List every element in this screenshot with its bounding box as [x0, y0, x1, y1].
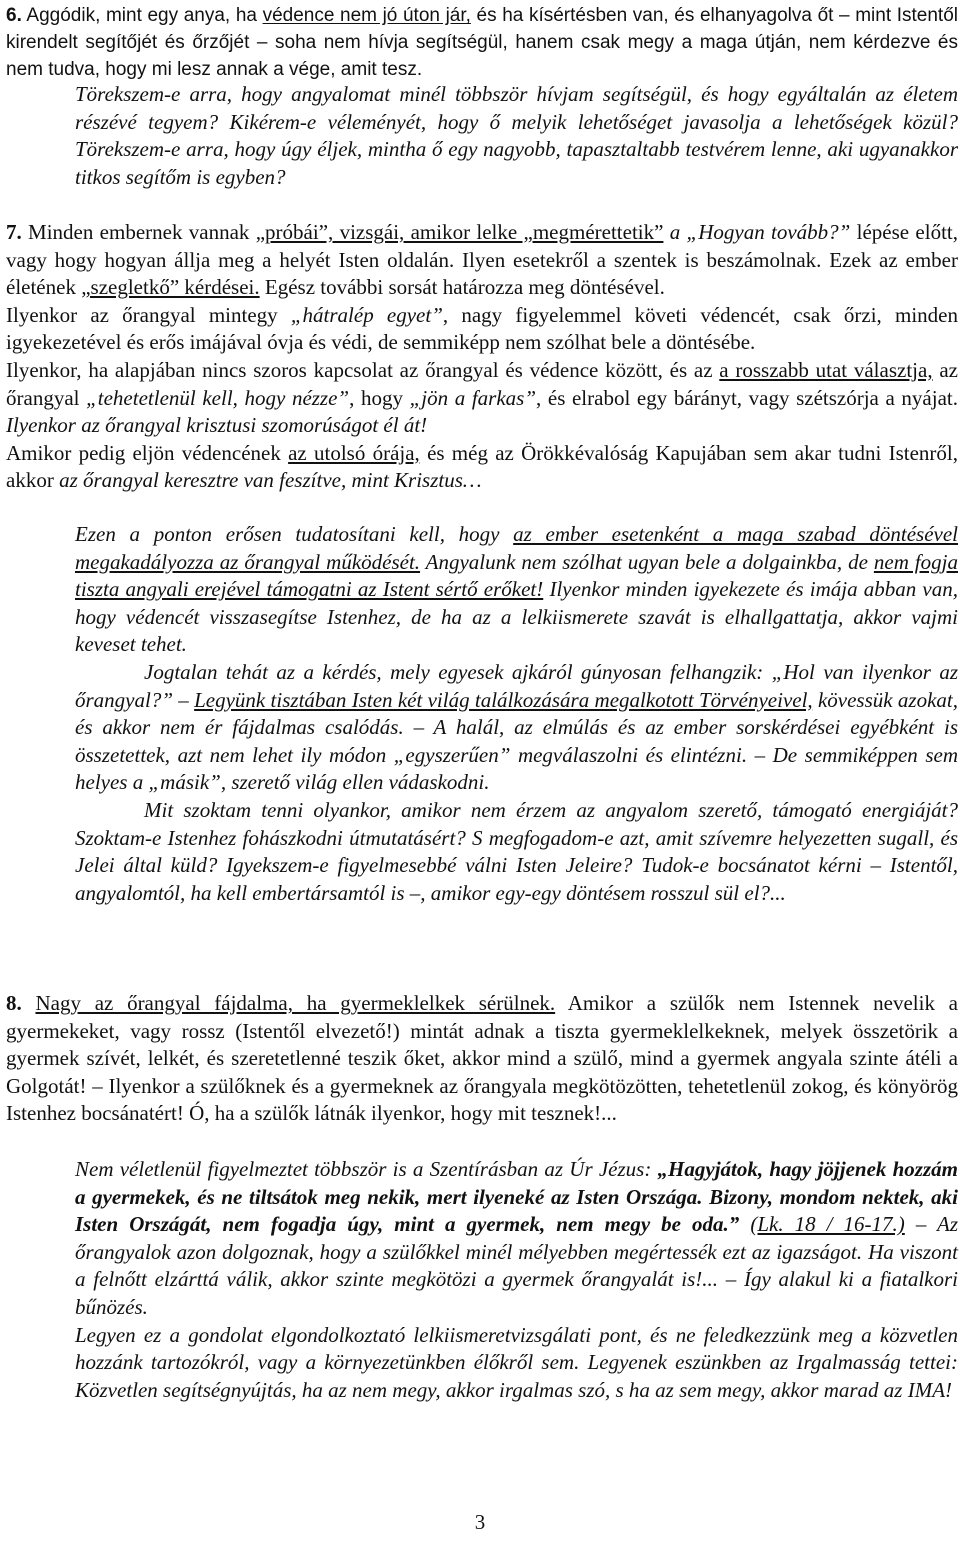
- reflection-paragraph-1: Ezen a ponton erősen tudatosítani kell, hogy az ember esetenként a maga szabad döntésével megakadályozza az őrangyal működését. Angyalunk nem szólhat ugyan bele a dolgainkba, de nem fogja tiszta angyali erejével támogatni az Istent sértő erőket! Ilyenkor minden igyekezete és imája abban van, hogy védencét visszasegítse Istenhez, de ha az a lelkiismerete szavát is elhallgattatja, akkor vajmi keveset tehet.: [75, 522, 959, 657]
- section-7-intro: 7. Minden embernek vannak „próbái”, vizsgái, amikor lelke „megmérettetik” a „Hogyan tovább?” lépése előtt, vagy hogy hogyan állja meg a helyét Isten oldalán. Ilyen esetekről a szentek is beszámolnak. Ezek az ember életének „szegletkő” kérdései. Egész további sorsát határozza meg döntésével.: [6, 220, 959, 300]
- reflection-paragraph-3: Mit szoktam tenni olyankor, amikor nem érzem az angyalom szerető, támogató energiáját? Szoktam-e Istenhez fohászkodni útmutatásért? S megfogadom-e azt, amit szívemre helyezetten sugall, és Jelei által küld? Igyekszem-e figyelmesebbé válni Isten Jeleire? Tudok-e bocsánatot kérni – Istentől, angyalomtól, ha kell embertársamtól is –, amikor egy-egy döntésem rosszul sül el?...: [75, 797, 958, 905]
- closing-paragraph: Legyen ez a gondolat elgondolkoztató lelkiismeretvizsgálati pont, és ne feledkezzünk meg a közvetlen hozzánk tartozókról, vagy a környezetünkben élőkről sem. Legyenek eszünkben az Irgalmasság tettei: Közvetlen segítségnyújtás, ha az nem megy, akkor irgalmas szó, s ha az sem megy, akkor marad az IMA!: [75, 1322, 958, 1402]
- page-number: 3: [474, 1510, 486, 1534]
- section-6-reflection: [6, 81, 958, 191]
- section-8-number: 8.: [6, 991, 22, 1015]
- section-7-number: 7.: [6, 220, 22, 244]
- section-7: [6, 219, 958, 495]
- section-6: [6, 2, 958, 83]
- section-8: [6, 990, 958, 1128]
- reflection-questions: Törekszem-e arra, hogy angyalomat minél többször hívjam segítségül, és hogy egyáltalán az életem részévé tegyem? Kikérem-e véleményét, hogy ő melyik lehetőséget javasolja a lehetőségek közül? Törekszem-e arra, hogy úgy éljek, mintha ő egy nagyobb, tapasztaltabb testvérem lenne, aki ugyanakkor titkos segítőm is egyben?: [75, 82, 958, 189]
- section-8-intro: 8. Nagy az őrangyal fájdalma, ha gyermeklelkek sérülnek. Amikor a szülők nem Istennek nevelik a gyermekeket, vagy rossz (Istentől elvezető!) mintát adnak a tiszta gyermeklelkeknek, melyek összetörik a gyermek szívét, lelkét, és szeretetlenné teszik őket, akkor mind a szülő, mind a gyermek angyala szinte átéli a Golgotát! – Ilyenkor a szülőknek és a gyermeknek az őrangyala megkötözötten, tehetetlenül zokog, és könyörög Istenhez bocsánatért! Ó, ha a szülők látnák ilyenkor, hogy mit tesznek!...: [6, 991, 958, 1126]
- section-7-paragraph-2: Ilyenkor az őrangyal mintegy „hátralép egyet”, nagy figyelemmel követi védencét, csak őrzi, minden igyekezetével és erős imájával óvja és védi, de semmiképp nem szólhat bele a döntésébe.: [6, 302, 958, 355]
- underlined-phrase: védence nem jó úton jár,: [262, 5, 471, 26]
- section-6-number: 6.: [6, 5, 22, 26]
- section-7-reflection: [6, 521, 958, 907]
- reflection-paragraph-2: Jogtalan tehát az a kérdés, mely egyesek ajkáról gúnyosan felhangzik: „Hol van ilyenkor az őrangyal?” – Legyünk tisztában Isten két világ találkozására megalkotott Törvényeivel, kövessük azokat, és akkor nem ér fájdalmas csalódás. – A halál, az elmúlás és az ember sorskérdései egyébként is összetettek, azt nem lehet ily módon „egyszerűen” megválaszolni és elintézni. – De semmiképpen sem helyes a „másik”, szerető világ ellen vádaskodni.: [75, 659, 958, 795]
- section-6-intro: 6. Aggódik, mint egy anya, ha védence nem jó úton jár, és ha kísértésben van, és elhanyagolva őt – mint Istentől kirendelt segítőjét és őrzőjét – soha nem hívja segítségül, hanem csak megy a maga útján, nem kérdezve és nem tudva, hogy mi lesz annak a vége, amit tesz.: [6, 5, 958, 80]
- section-7-paragraph-4: Amikor pedig eljön védencének az utolsó órája, és még az Örökkévalóság Kapujában sem akar tudni Istenről, akkor az őrangyal keresztre van feszítve, mint Krisztus…: [6, 440, 959, 493]
- scripture-reference: (Lk. 18 / 16-17.): [750, 1212, 905, 1237]
- section-7-paragraph-3: Ilyenkor, ha alapjában nincs szoros kapcsolat az őrangyal és védence között, és az a rosszabb utat választja, az őrangyal „tehetetlenül kell, hogy nézze”, hogy „jön a farkas”, és elrabol egy bárányt, vagy szétszórja a nyájat. Ilyenkor az őrangyal krisztusi szomorúságot él át!: [6, 357, 958, 438]
- scripture-paragraph: Nem véletlenül figyelmeztet többször is a Szentírásban az Úr Jézus: „Hagyjátok, hagy jöjjenek hozzám a gyermekek, és ne tiltsátok meg nekik, mert ilyeneké az Isten Országa. Bizony, mondom nektek, aki Isten Országát, nem fogadja úgy, mint a gyermek, nem megy be oda.” (Lk. 18 / 16-17.) – Az őrangyalok azon dolgoznak, hogy a szülőkkel minél mélyebben megértessék ezt az igazságot. Ha viszont a felnőtt elzárttá válik, akkor szinte megkötözi a gyermek őrangyalát is!... – Így alakul ki a fiatalkori bűnözés.: [75, 1157, 958, 1319]
- section-8-reflection: [6, 1156, 958, 1404]
